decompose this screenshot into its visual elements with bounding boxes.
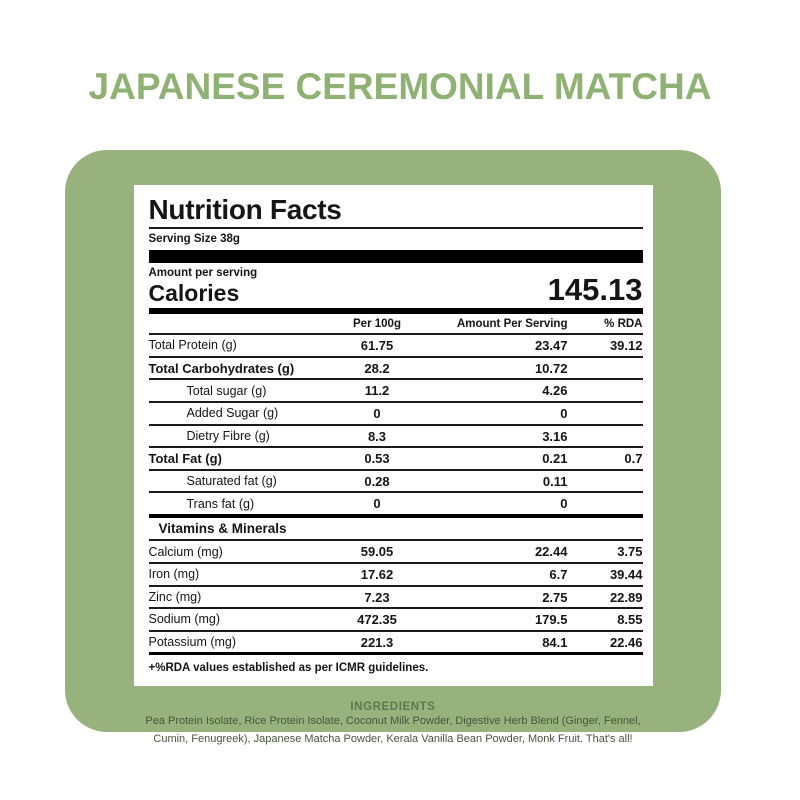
rda-footnote: +%RDA values established as per ICMR guidelines. [148, 662, 429, 675]
table-cell: 3.16 [542, 428, 568, 444]
table-cell: 10.72 [534, 360, 568, 376]
serving-size: Serving Size 38g [148, 233, 240, 246]
table-cell: 28.2 [364, 360, 390, 376]
table-row [149, 447, 643, 470]
table-cell: 22.46 [609, 634, 643, 650]
table-row [149, 631, 643, 654]
table-cell: Trans fat (g) [186, 496, 255, 511]
table-cell: Total Carbohydrates (g) [148, 360, 295, 376]
table-row [149, 334, 643, 357]
nutrient-rows [149, 334, 643, 516]
column-header-per100g: Per 100g [319, 314, 436, 334]
table-row [149, 425, 643, 448]
nutrition-facts-label [134, 185, 653, 686]
table-cell: 0.28 [364, 473, 390, 489]
calories-row [149, 263, 643, 306]
table-cell: 22.89 [609, 589, 643, 605]
table-cell: Dietry Fibre (g) [186, 428, 270, 443]
table-cell: 221.3 [360, 634, 394, 650]
table-cell: 23.47 [534, 337, 568, 353]
table-cell: 3.75 [617, 544, 643, 560]
table-cell [568, 379, 643, 402]
table-cell: 0.53 [364, 451, 390, 467]
table-cell: Saturated fat (g) [186, 474, 277, 489]
ingredients-line: Cumin, Fenugreek), Japanese Matcha Powder, Kerala Vanilla Bean Powder, Monk Fruit. That's all! [153, 733, 633, 746]
table-cell: 22.44 [534, 544, 568, 560]
table-row [149, 586, 643, 609]
table-cell: 6.7 [549, 566, 568, 582]
ingredients-line: Pea Protein Isolate, Rice Protein Isolate, Coconut Milk Powder, Digestive Herb Blend (Ginger, Fennel, [145, 715, 641, 728]
table-cell: Added Sugar (g) [186, 406, 279, 421]
green-panel [65, 150, 721, 746]
table-cell: 179.5 [534, 612, 568, 628]
table-cell: 0.11 [542, 473, 568, 489]
table-cell: 2.75 [542, 589, 568, 605]
table-cell [568, 425, 643, 448]
table-row [149, 540, 643, 563]
table-cell: 0.7 [624, 451, 643, 467]
table-cell [568, 402, 643, 425]
table-cell [568, 357, 643, 380]
table-row [149, 357, 643, 380]
mineral-rows [149, 540, 643, 654]
table-cell: 7.23 [364, 589, 390, 605]
table-row [149, 379, 643, 402]
table-cell: 4.26 [542, 383, 568, 399]
product-title: JAPANESE CEREMONIAL MATCHA [88, 66, 712, 107]
table-cell: 17.62 [360, 566, 394, 582]
table-row [149, 563, 643, 586]
ingredients-section [65, 701, 721, 748]
table-cell: Potassium (mg) [148, 635, 237, 650]
table-cell: 39.12 [609, 337, 643, 353]
table-row [149, 608, 643, 631]
column-header-per-serving: Amount Per Serving [436, 314, 568, 334]
ingredients-heading: INGREDIENTS [350, 701, 436, 714]
table-cell: 8.3 [367, 428, 387, 444]
table-header-row [149, 314, 643, 334]
table-cell: 472.35 [357, 612, 397, 628]
table-cell: Total sugar (g) [186, 383, 267, 398]
column-header-rda: % RDA [568, 314, 643, 334]
table-cell: 61.75 [360, 337, 394, 353]
table-cell: Calcium (mg) [148, 544, 223, 559]
table-cell: Total Fat (g) [148, 451, 222, 467]
table-cell: 0 [560, 496, 568, 512]
section-header-row [149, 516, 643, 540]
table-cell: Iron (mg) [148, 567, 200, 582]
table-cell [568, 492, 643, 516]
table-cell: 0 [373, 405, 381, 421]
calories-value: 145.13 [547, 271, 643, 307]
table-cell: 59.05 [360, 544, 394, 560]
table-cell: 0.21 [542, 451, 568, 467]
table-row [149, 402, 643, 425]
table-row [149, 470, 643, 493]
table-cell: 39.44 [609, 566, 643, 582]
table-cell: 0 [373, 496, 381, 512]
calories-labels [149, 266, 258, 305]
nutrition-table [149, 314, 643, 656]
vitamins-minerals-heading: Vitamins & Minerals [158, 521, 287, 537]
table-row [149, 492, 643, 516]
table-cell [568, 470, 643, 493]
table-cell: Total Protein (g) [148, 338, 237, 353]
amount-per-serving-label: Amount per serving [148, 267, 258, 280]
table-cell: 0 [560, 405, 568, 421]
table-cell: 84.1 [542, 634, 568, 650]
nutrition-facts-heading: Nutrition Facts [148, 194, 342, 225]
table-cell: 11.2 [364, 383, 390, 399]
table-cell: Zinc (mg) [148, 589, 202, 604]
column-header-blank [149, 314, 319, 334]
table-cell: 8.55 [617, 612, 643, 628]
divider-thick [149, 250, 643, 263]
calories-label: Calories [148, 279, 240, 306]
table-cell: Sodium (mg) [148, 612, 221, 627]
